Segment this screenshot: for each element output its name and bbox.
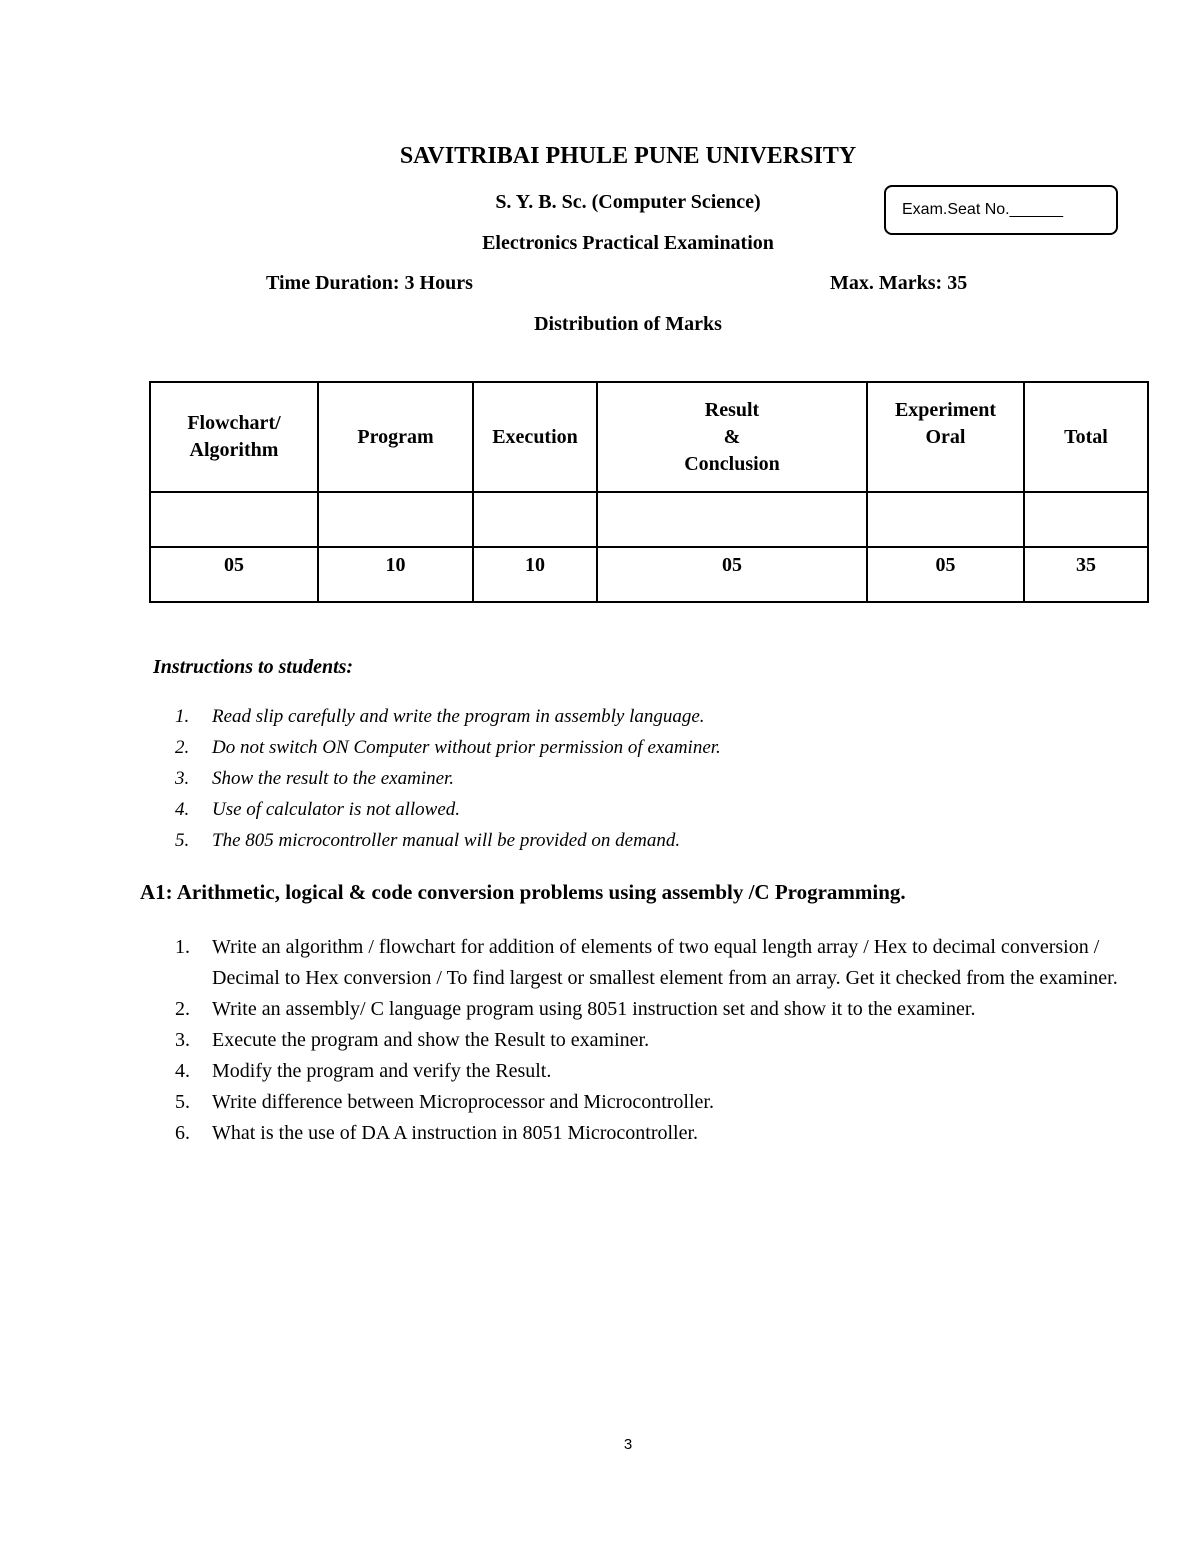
item-text: Write difference between Microprocessor and Microcontroller. <box>212 1091 714 1113</box>
list-item <box>175 830 721 861</box>
section-heading: A1: Arithmetic, logical & code conversion problems using assembly /C Programming. <box>140 880 906 904</box>
item-text: Execute the program and show the Result to examiner. <box>212 1029 650 1051</box>
header-total <box>1024 382 1148 492</box>
page-number: 3 <box>623 1436 633 1453</box>
header-line: Conclusion <box>684 452 780 475</box>
university-title: SAVITRIBAI PHULE PUNE UNIVERSITY <box>399 143 857 169</box>
table-row-blank <box>150 492 1148 547</box>
list-item <box>175 1056 1135 1087</box>
header-experiment-oral <box>867 382 1024 492</box>
blank-cell[interactable] <box>597 492 867 547</box>
header-program <box>318 382 473 492</box>
item-number: 5. <box>175 1091 190 1113</box>
item-text: Read slip carefully and write the program in assembly language. <box>212 706 705 727</box>
marks-distribution-table <box>149 381 1149 603</box>
item-number: 1. <box>175 936 190 958</box>
item-number: 2. <box>175 737 190 758</box>
marks-cell: 05 <box>150 547 318 602</box>
list-item <box>175 737 721 768</box>
header-line: Result <box>704 398 760 421</box>
item-text: Modify the program and verify the Result. <box>212 1060 552 1082</box>
header-line: Oral <box>925 426 966 448</box>
course-name: S. Y. B. Sc. (Computer Science) <box>495 191 761 213</box>
blank-cell[interactable] <box>150 492 318 547</box>
exam-seat-number-box: Exam.Seat No.______ <box>884 185 1118 235</box>
item-number: 5. <box>175 830 190 851</box>
item-number: 3. <box>175 768 190 789</box>
list-item <box>175 932 1135 994</box>
table-row-marks <box>150 547 1148 602</box>
list-item <box>175 768 721 799</box>
item-text: Write an assembly/ C language program using 8051 instruction set and show it to the examiner. <box>212 998 976 1020</box>
instructions-heading: Instructions to students: <box>153 656 354 678</box>
item-text: What is the use of DA A instruction in 8051 Microcontroller. <box>212 1122 699 1144</box>
list-item <box>175 1118 1135 1149</box>
header-execution <box>473 382 597 492</box>
item-text: Write an algorithm / flowchart for addition of elements of two equal length array / Hex to decimal conversion / Decimal to Hex conversion / To find largest or smallest element from an array. Get it checked from the examiner. <box>212 936 1118 989</box>
list-item <box>175 1087 1135 1118</box>
item-text: Use of calculator is not allowed. <box>212 799 461 820</box>
header-line: Flowchart/ <box>187 412 281 434</box>
distribution-title: Distribution of Marks <box>534 313 722 335</box>
blank-cell[interactable] <box>867 492 1024 547</box>
header-line: Execution <box>492 425 578 448</box>
item-number: 1. <box>175 706 190 727</box>
item-number: 4. <box>175 799 190 820</box>
header-result-conclusion <box>597 382 867 492</box>
header-line: Experiment <box>894 399 997 421</box>
header-flowchart-algorithm <box>150 382 318 492</box>
item-number: 3. <box>175 1029 190 1051</box>
item-number: 6. <box>175 1122 190 1144</box>
header-line: Algorithm <box>189 439 279 461</box>
questions-list <box>175 932 1135 1149</box>
marks-cell: 10 <box>318 547 473 602</box>
time-duration: Time Duration: 3 Hours <box>266 272 473 294</box>
list-item <box>175 706 721 737</box>
instructions-list <box>175 706 721 861</box>
list-item <box>175 1025 1135 1056</box>
marks-cell: 05 <box>597 547 867 602</box>
item-text: Show the result to the examiner. <box>212 768 455 789</box>
item-number: 2. <box>175 998 190 1020</box>
item-number: 4. <box>175 1060 190 1082</box>
blank-cell[interactable] <box>318 492 473 547</box>
header-line: & <box>723 425 741 448</box>
list-item <box>175 994 1135 1025</box>
item-text: The 805 microcontroller manual will be provided on demand. <box>212 830 681 851</box>
blank-cell[interactable] <box>1024 492 1148 547</box>
list-item <box>175 799 721 830</box>
marks-cell: 05 <box>867 547 1024 602</box>
blank-cell[interactable] <box>473 492 597 547</box>
marks-cell: 10 <box>473 547 597 602</box>
header-line: Total <box>1064 425 1108 448</box>
max-marks: Max. Marks: 35 <box>830 272 968 294</box>
item-text: Do not switch ON Computer without prior permission of examiner. <box>212 737 721 758</box>
header-line: Program <box>357 425 434 448</box>
marks-cell: 35 <box>1024 547 1148 602</box>
exam-name: Electronics Practical Examination <box>482 232 774 254</box>
table-header-row <box>150 382 1148 492</box>
